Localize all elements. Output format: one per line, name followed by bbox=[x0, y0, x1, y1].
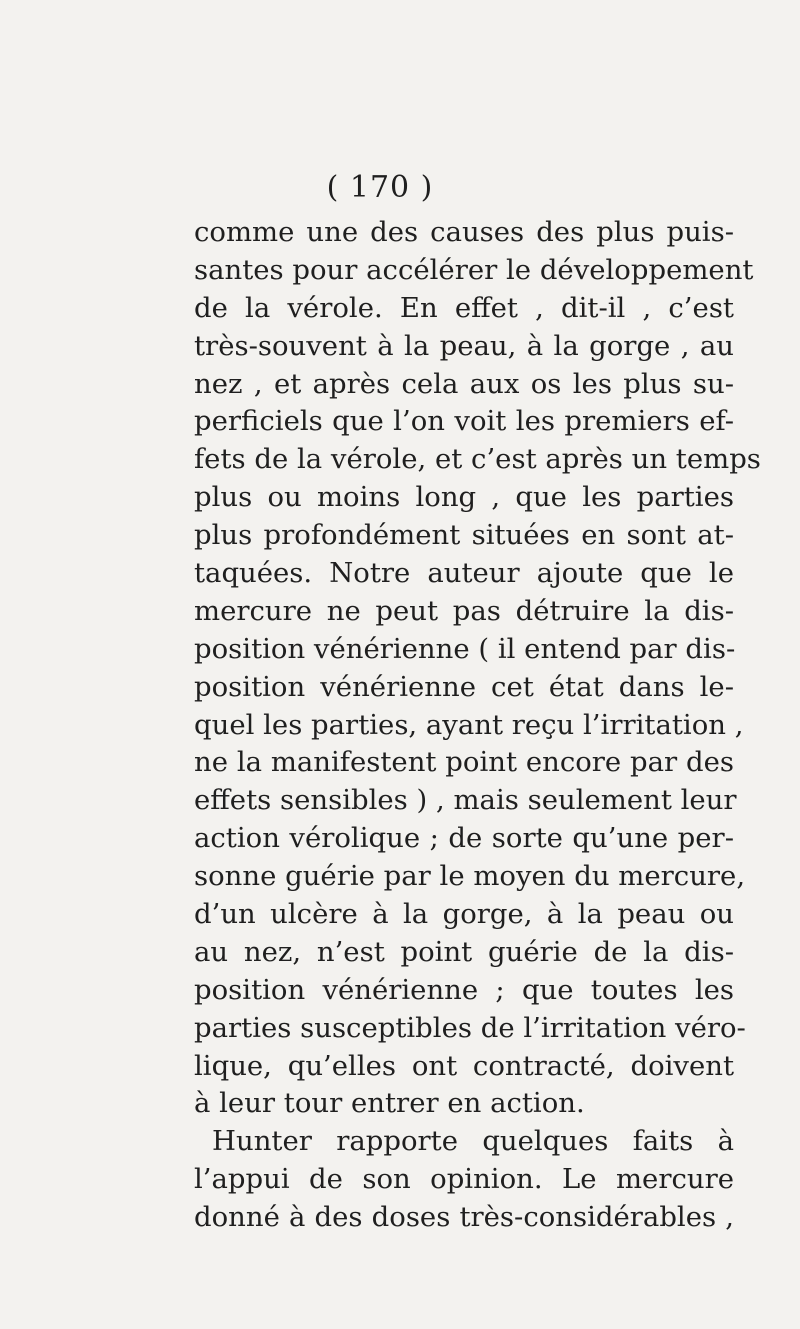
page-number: ( 170 ) bbox=[326, 170, 434, 205]
text-line: plus profondément situées en sont at- bbox=[194, 519, 734, 552]
text-line: position vénérienne ( il entend par dis- bbox=[194, 632, 736, 665]
text-line: sonne guérie par le moyen du mercure, bbox=[194, 860, 746, 893]
text-line: action vérolique ; de sorte qu’une per- bbox=[194, 822, 734, 855]
text-line: d’un ulcère à la gorge, à la peau ou bbox=[194, 898, 734, 931]
text-line: nez , et après cela aux os les plus su- bbox=[194, 367, 734, 400]
text-line: de la vérole. En effet , dit-il , c’est bbox=[194, 291, 734, 324]
text-line: fets de la vérole, et c’est après un temps bbox=[194, 443, 761, 476]
body-text bbox=[194, 214, 761, 1237]
text-line: quel les parties, ayant reçu l’irritation , bbox=[194, 708, 744, 741]
text-line: Hunter rapporte quelques faits à bbox=[212, 1125, 734, 1158]
text-line: ne la manifestent point encore par des bbox=[194, 746, 734, 779]
text-line: perficiels que l’on voit les premiers ef- bbox=[194, 405, 734, 438]
text-line: parties susceptibles de l’irritation véro- bbox=[194, 1011, 746, 1044]
text-line: à leur tour entrer en action. bbox=[194, 1087, 585, 1120]
text-line: lique, qu’elles ont contracté, doivent bbox=[194, 1049, 734, 1082]
text-line: très-souvent à la peau, à la gorge , au bbox=[194, 329, 734, 362]
text-line: l’appui de son opinion. Le mercure bbox=[194, 1163, 734, 1196]
text-line: donné à des doses très-considérables , bbox=[194, 1201, 734, 1234]
text-line: taquées. Notre auteur ajoute que le bbox=[194, 557, 734, 590]
text-line: position vénérienne ; que toutes les bbox=[194, 973, 734, 1006]
text-line: position vénérienne cet état dans le- bbox=[194, 670, 734, 703]
text-line: santes pour accélérer le développement bbox=[194, 253, 754, 286]
text-line: plus ou moins long , que les parties bbox=[194, 481, 734, 514]
text-line: comme une des causes des plus puis- bbox=[194, 216, 734, 248]
text-line: effets sensibles ) , mais seulement leur bbox=[194, 784, 737, 817]
text-line: mercure ne peut pas détruire la dis- bbox=[194, 594, 734, 627]
text-line: au nez, n’est point guérie de la dis- bbox=[194, 935, 734, 968]
